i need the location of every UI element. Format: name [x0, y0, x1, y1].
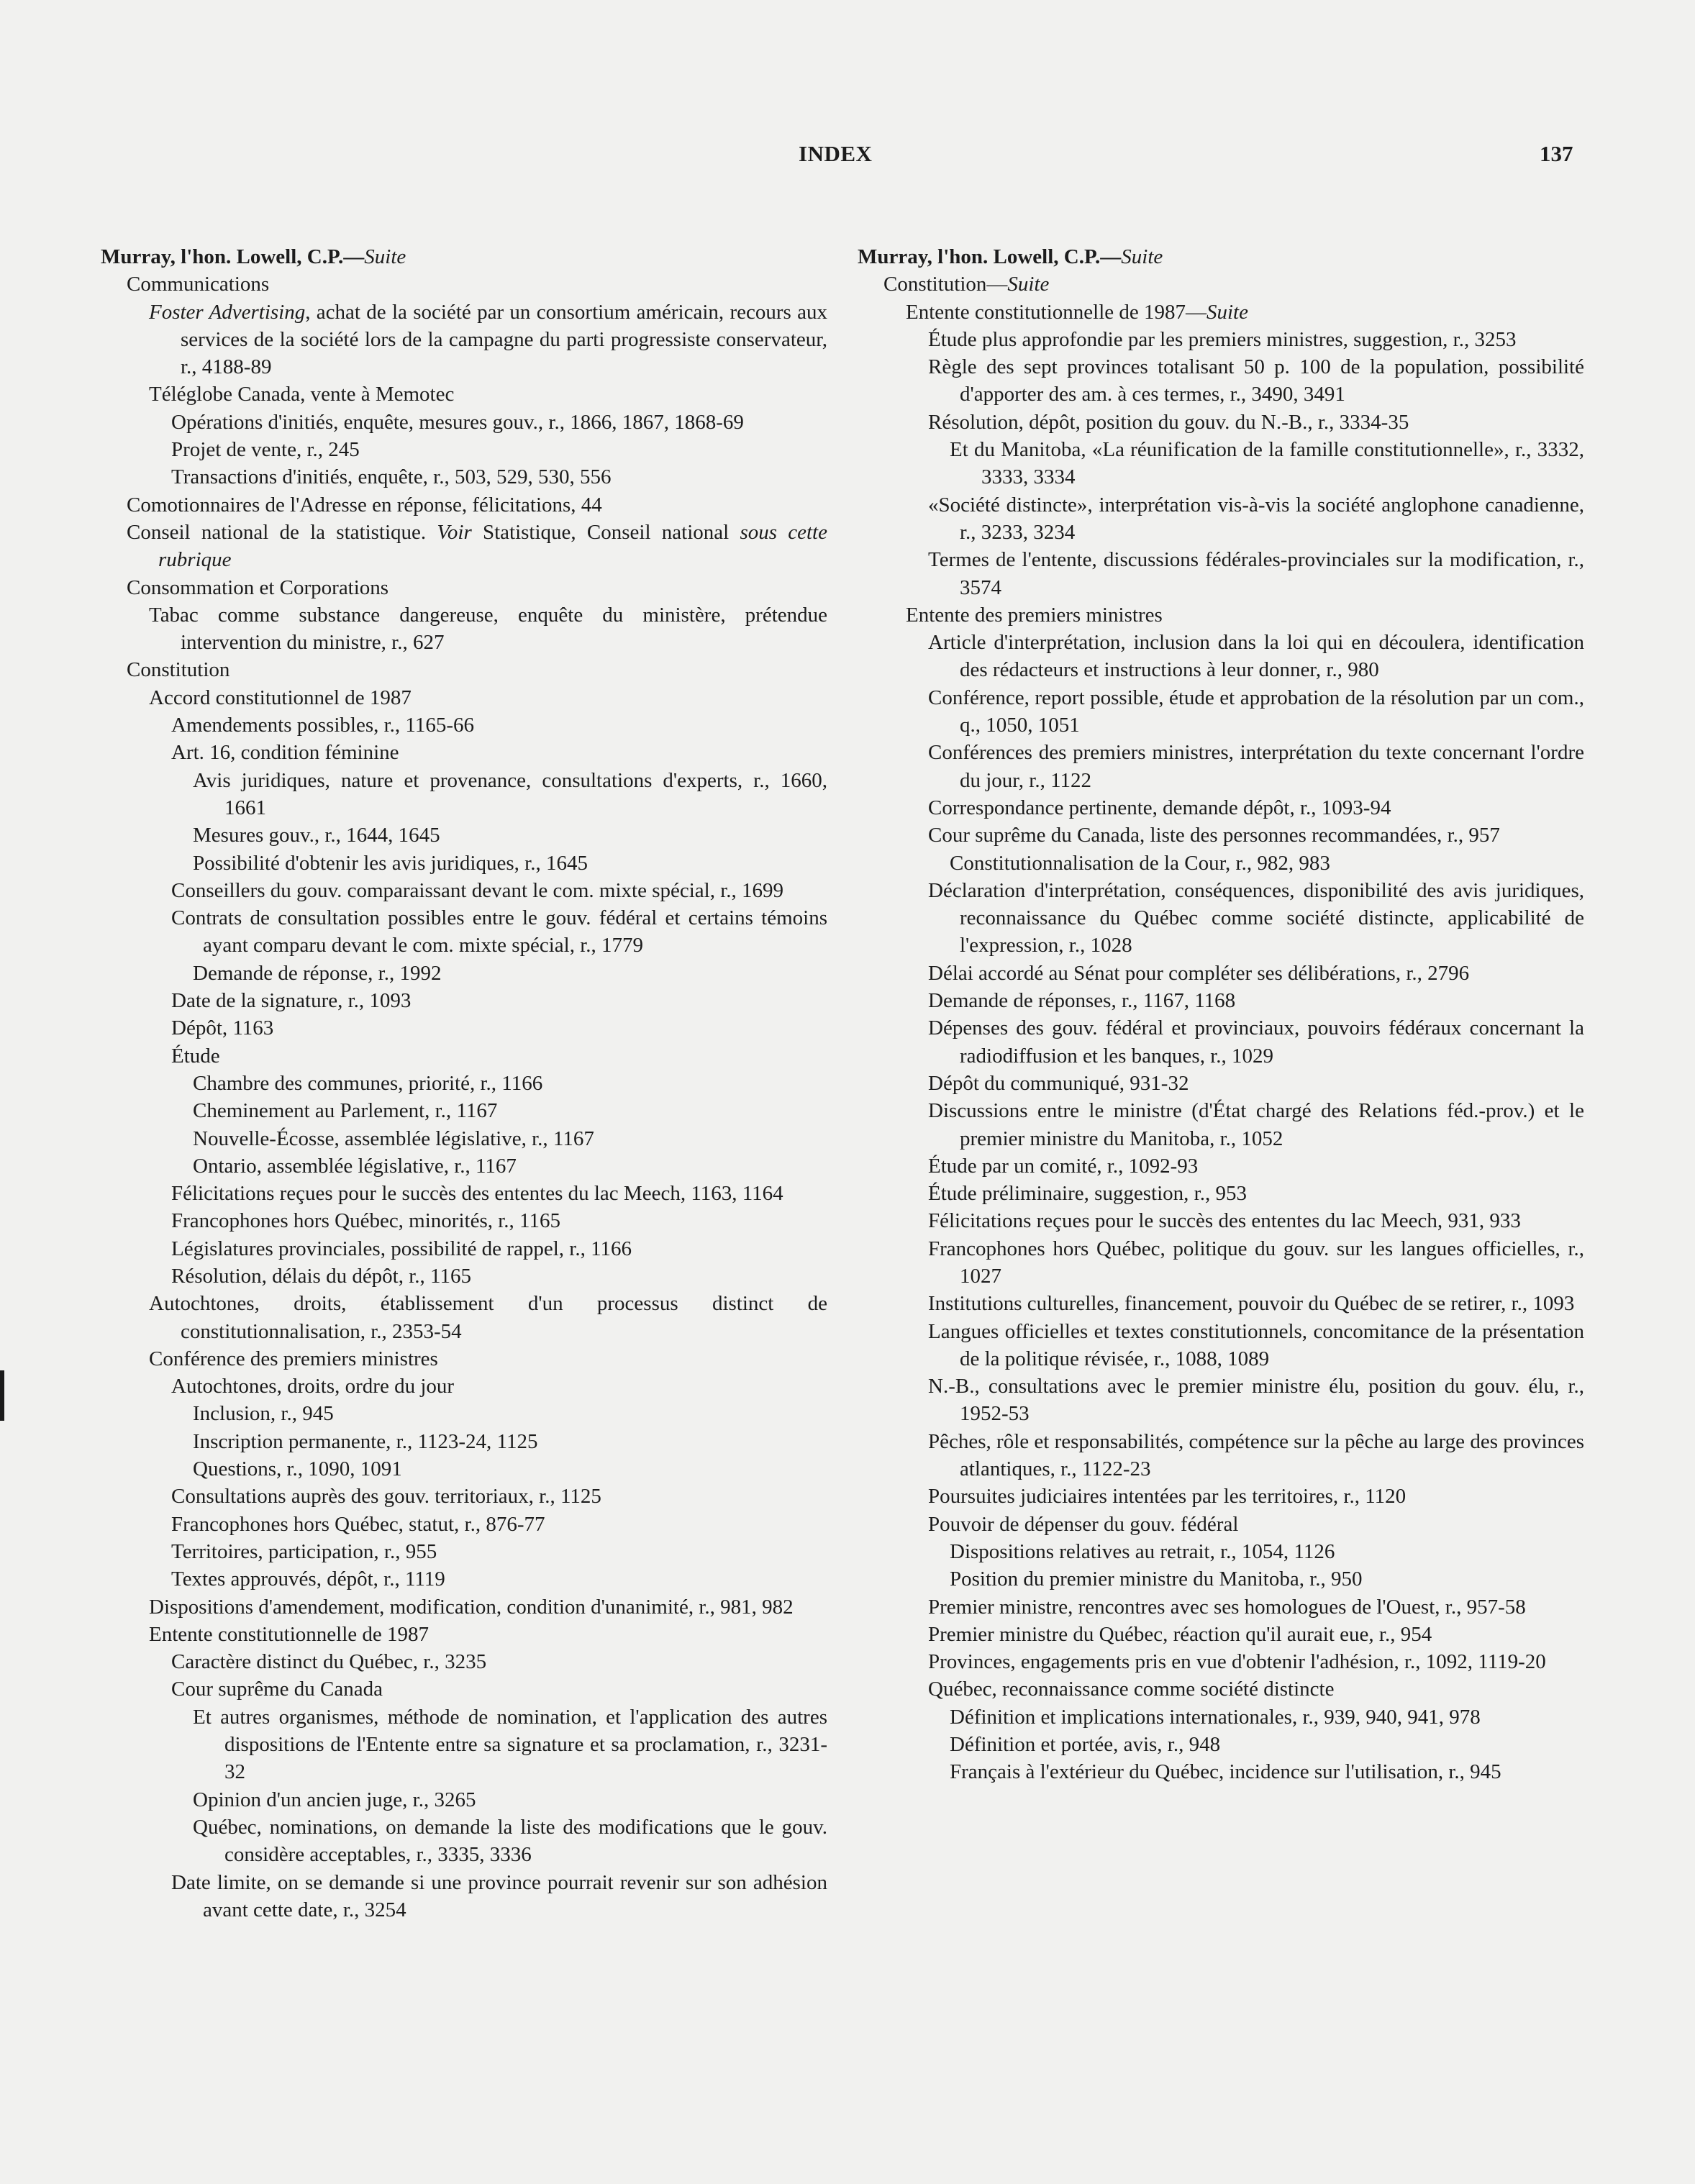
index-entry	[858, 960, 1584, 987]
index-entry	[101, 1648, 827, 1675]
entry-text: Entente des premiers ministres	[906, 603, 1163, 627]
entry-text: Et du Manitoba, «La réunification de la famille constitutionnelle», r., 3332, 3333, 3334	[950, 438, 1584, 489]
page-number: 137	[1540, 141, 1573, 166]
entry-text: Délai accordé au Sénat pour compléter ses délibérations, r., 2796	[928, 961, 1470, 985]
entry-text: Félicitations reçues pour le succès des ententes du lac Meech, 931, 933	[928, 1209, 1521, 1233]
index-entry	[858, 299, 1584, 326]
index-entry	[858, 409, 1584, 436]
entry-text: Avis juridiques, nature et provenance, consultations d'experts, r., 1660, 1661	[193, 768, 827, 819]
index-entry	[858, 326, 1584, 353]
entry-text: Définition et implications internationales, r., 939, 940, 941, 978	[950, 1705, 1481, 1729]
index-entry	[101, 436, 827, 463]
index-entry	[101, 904, 827, 960]
index-entry	[858, 436, 1584, 491]
entry-text: Dépôt, 1163	[171, 1016, 274, 1040]
entry-text: N.-B., consultations avec le premier ministre élu, position du gouv. élu, r., 1952-53	[928, 1375, 1584, 1426]
entry-text: Caractère distinct du Québec, r., 3235	[171, 1650, 487, 1674]
entry-text: Premier ministre du Québec, réaction qu'il aurait eue, r., 954	[928, 1622, 1432, 1646]
entry-text: Dispositions d'amendement, modification, condition d'unanimité, r., 981, 982	[149, 1595, 794, 1619]
index-entry	[101, 1180, 827, 1207]
entry-text: Et autres organismes, méthode de nomination, et l'application des autres dispositions de l'Entente entre sa signature et sa proclamation, r., 3231-32	[193, 1705, 827, 1784]
entry-text: Termes de l'entente, discussions fédérales-provinciales sur la modification, r., 3574	[928, 548, 1584, 599]
entry-text: Constitution	[127, 658, 230, 682]
entry-text: Consultations auprès des gouv. territoriaux, r., 1125	[171, 1485, 601, 1509]
running-head: INDEX	[799, 141, 873, 166]
entry-text: Conférence des premiers ministres	[149, 1347, 438, 1370]
entry-text: Communications	[127, 273, 270, 296]
entry-text: Étude	[171, 1044, 220, 1068]
entry-text: Dépenses des gouv. fédéral et provinciaux, pouvoirs fédéraux concernant la radiodiffusion et les banques, r., 1029	[928, 1016, 1584, 1068]
entry-text: Résolution, délais du dépôt, r., 1165	[171, 1264, 471, 1288]
index-entry	[101, 1869, 827, 1924]
entry-text: Contrats de consultation possibles entre le gouv. fédéral et certains témoins ayant comparu devant le com. mixte spécial, r., 1779	[171, 906, 827, 957]
entry-text: Provinces, engagements pris en vue d'obtenir l'adhésion, r., 1092, 1119-20	[928, 1650, 1546, 1674]
entry-text: Définition et portée, avis, r., 948	[950, 1733, 1221, 1757]
index-entry	[858, 1675, 1584, 1703]
entry-text: Dispositions relatives au retrait, r., 1054, 1126	[950, 1539, 1335, 1563]
index-entry	[101, 1207, 827, 1234]
index-entry	[101, 574, 827, 601]
entry-text: Correspondance pertinente, demande dépôt, r., 1093-94	[928, 796, 1391, 819]
index-entry	[101, 1345, 827, 1373]
index-entry	[101, 987, 827, 1014]
index-entry	[101, 1070, 827, 1097]
entry-text: Pouvoir de dépenser du gouv. fédéral	[928, 1512, 1239, 1536]
index-entry	[858, 1097, 1584, 1152]
index-entry	[858, 1565, 1584, 1593]
suite-marker: Suite	[1207, 300, 1248, 324]
index-entry	[858, 1621, 1584, 1648]
entry-text: Art. 16, condition féminine	[171, 741, 399, 765]
entry-text: Territoires, participation, r., 955	[171, 1539, 437, 1563]
index-entry	[858, 794, 1584, 822]
entry-text: Conférences des premiers ministres, interprétation du texte concernant l'ordre du jour, r., 1122	[928, 741, 1584, 792]
index-entry	[101, 1014, 827, 1042]
entry-text: Étude plus approfondie par les premiers ministres, suggestion, r., 3253	[928, 327, 1517, 351]
index-entry	[858, 491, 1584, 547]
index-entry	[858, 1538, 1584, 1565]
index-entry	[858, 1511, 1584, 1538]
index-entry	[101, 491, 827, 519]
index-entry	[858, 1648, 1584, 1675]
index-entry	[101, 299, 827, 381]
index-entry	[858, 353, 1584, 409]
left-column	[101, 243, 827, 1924]
suite-marker: Suite	[364, 245, 406, 268]
entry-text: Chambre des communes, priorité, r., 1166	[193, 1071, 543, 1095]
entry-text: Français à l'extérieur du Québec, incidence sur l'utilisation, r., 945	[950, 1760, 1501, 1784]
entry-text: Position du premier ministre du Manitoba, r., 950	[950, 1568, 1363, 1591]
entry-text: Félicitations reçues pour le succès des ententes du lac Meech, 1163, 1164	[171, 1182, 783, 1206]
index-entry	[101, 519, 827, 574]
entry-text: Murray, l'hon. Lowell, C.P.—	[101, 245, 365, 268]
index-entry	[101, 1538, 827, 1565]
see-qualifier: sous cette rubrique	[158, 520, 827, 572]
entry-text: Date limite, on se demande si une province pourrait revenir sur son adhésion avant cette date, r., 3254	[171, 1870, 827, 1921]
entry-text: Autochtones, droits, établissement d'un processus distinct de constitutionnalisation, r., 2353-54	[149, 1292, 827, 1343]
index-entry	[858, 1593, 1584, 1621]
index-entry	[101, 1483, 827, 1510]
see-reference: Voir	[437, 520, 472, 544]
index-entry	[101, 1097, 827, 1124]
index-entry	[101, 1565, 827, 1593]
index-entry	[101, 1152, 827, 1180]
entry-text: Pêches, rôle et responsabilités, compétence sur la pêche au large des provinces atlantiques, r., 1122-23	[928, 1429, 1584, 1481]
entry-text: Inscription permanente, r., 1123-24, 1125	[193, 1429, 538, 1453]
see-target: Statistique, Conseil national	[471, 520, 740, 544]
index-entry	[858, 629, 1584, 684]
index-entry	[858, 1070, 1584, 1097]
entry-text: Premier ministre, rencontres avec ses homologues de l'Ouest, r., 957-58	[928, 1595, 1526, 1619]
entry-text: «Société distincte», interprétation vis-à-vis la société anglophone canadienne, r., 3233, 3234	[928, 493, 1584, 544]
suite-marker: Suite	[1007, 273, 1050, 296]
index-entry	[101, 1428, 827, 1455]
index-entry	[858, 1290, 1584, 1317]
entry-text: Constitutionnalisation de la Cour, r., 982, 983	[950, 851, 1330, 875]
index-entry	[101, 1455, 827, 1483]
suite-marker: Suite	[1121, 245, 1163, 268]
entry-text: Entente constitutionnelle de 1987	[149, 1622, 429, 1646]
entry-text: Mesures gouv., r., 1644, 1645	[193, 824, 440, 847]
index-entry	[101, 1400, 827, 1427]
entry-text: Date de la signature, r., 1093	[171, 989, 412, 1013]
entry-text: Comotionnaires de l'Adresse en réponse, félicitations, 44	[127, 493, 602, 517]
entry-text: Francophones hors Québec, politique du gouv. sur les langues officielles, r., 1027	[928, 1237, 1584, 1288]
index-entry	[101, 767, 827, 822]
entry-text: Québec, nominations, on demande la liste des modifications que le gouv. considère acceptables, r., 3335, 3336	[193, 1815, 827, 1867]
index-entry	[858, 1428, 1584, 1483]
entry-text: Murray, l'hon. Lowell, C.P.—	[858, 245, 1122, 268]
entry-text: Opérations d'initiés, enquête, mesures gouv., r., 1866, 1867, 1868-69	[171, 410, 744, 434]
entry-text: Discussions entre le ministre (d'État chargé des Relations féd.-prov.) et le premier ministre du Manitoba, r., 1052	[928, 1099, 1584, 1150]
index-entry	[858, 1318, 1584, 1373]
entry-text: Demande de réponses, r., 1167, 1168	[928, 989, 1236, 1013]
index-entry	[101, 409, 827, 436]
index-entry	[858, 546, 1584, 601]
entry-text: Accord constitutionnel de 1987	[149, 686, 412, 709]
entry-text: Téléglobe Canada, vente à Memotec	[149, 383, 455, 406]
index-entry	[101, 684, 827, 711]
entry-text: Opinion d'un ancien juge, r., 3265	[193, 1788, 476, 1811]
entry-text: Dépôt du communiqué, 931-32	[928, 1071, 1189, 1095]
entry-text: Inclusion, r., 945	[193, 1402, 334, 1426]
entry-text: Francophones hors Québec, statut, r., 876-77	[171, 1512, 545, 1536]
index-entry	[101, 1373, 827, 1400]
entry-text: Amendements possibles, r., 1165-66	[171, 714, 474, 737]
index-entry	[858, 1483, 1584, 1510]
index-entry	[101, 1786, 827, 1814]
index-entry	[101, 601, 827, 657]
entry-text: Article d'interprétation, inclusion dans la loi qui en découlera, identification des rédacteurs et instructions à leur donner, r., 980	[928, 631, 1584, 682]
entry-text: Transactions d'initiés, enquête, r., 503, 529, 530, 556	[171, 465, 612, 489]
entry-text: Cheminement au Parlement, r., 1167	[193, 1099, 498, 1123]
entry-text: Législatures provinciales, possibilité de rappel, r., 1166	[171, 1237, 632, 1260]
index-entry	[858, 822, 1584, 849]
entry-text: Demande de réponse, r., 1992	[193, 961, 442, 985]
entry-text: Constitution—	[883, 273, 1008, 296]
entry-text: Entente constitutionnelle de 1987—	[906, 300, 1207, 324]
entry-text: Conseil national de la statistique.	[127, 520, 437, 544]
index-entry	[101, 1290, 827, 1345]
index-entry	[101, 1621, 827, 1648]
index-entry	[101, 1511, 827, 1538]
index-entry	[858, 1758, 1584, 1785]
entry-text: Conseillers du gouv. comparaissant devant le com. mixte spécial, r., 1699	[171, 878, 784, 902]
entry-text: Possibilité d'obtenir les avis juridiques, r., 1645	[193, 851, 588, 875]
index-entry	[101, 960, 827, 987]
index-entry	[101, 1593, 827, 1621]
index-entry	[858, 1207, 1584, 1234]
index-entry	[101, 711, 827, 739]
entry-text: Étude préliminaire, suggestion, r., 953	[928, 1182, 1247, 1206]
index-entry	[101, 381, 827, 408]
entry-text: Étude par un comité, r., 1092-93	[928, 1154, 1199, 1178]
entry-text: Québec, reconnaissance comme société distincte	[928, 1678, 1335, 1701]
index-entry	[858, 877, 1584, 960]
index-entry	[858, 1703, 1584, 1731]
entry-text: Déclaration d'interprétation, conséquences, disponibilité des avis juridiques, reconnaissance du Québec comme société distincte, applicabilité de l'expression, r., 1028	[928, 878, 1584, 957]
scan-edge-mark	[0, 1370, 4, 1421]
index-entry	[858, 1373, 1584, 1428]
entry-text: Projet de vente, r., 245	[171, 438, 360, 462]
index-entry	[101, 656, 827, 683]
index-entry	[858, 1180, 1584, 1207]
entry-text: Francophones hors Québec, minorités, r., 1165	[171, 1209, 560, 1233]
index-entry	[101, 1814, 827, 1869]
index-entry	[101, 877, 827, 904]
index-entry	[101, 1042, 827, 1070]
index-entry	[858, 1152, 1584, 1180]
index-entry	[858, 601, 1584, 629]
index-entry	[101, 1125, 827, 1152]
index-entry	[858, 850, 1584, 877]
index-heading	[858, 243, 1584, 270]
entry-italic-lead: Foster Advertising	[149, 300, 306, 324]
entry-text: Consommation et Corporations	[127, 575, 389, 599]
entry-text: Textes approuvés, dépôt, r., 1119	[171, 1568, 445, 1591]
index-entry	[858, 270, 1584, 298]
index-entry	[101, 270, 827, 298]
index-entry	[858, 684, 1584, 740]
entry-text: Institutions culturelles, financement, pouvoir du Québec de se retirer, r., 1093	[928, 1292, 1575, 1316]
entry-text: Ontario, assemblée législative, r., 1167	[193, 1154, 517, 1178]
index-entry	[101, 850, 827, 877]
index-entry	[101, 1703, 827, 1786]
entry-text: , achat de la société par un consortium américain, recours aux services de la société lors de la campagne du parti progressiste conservateur, r., 4188-89	[181, 300, 828, 379]
index-entry	[101, 822, 827, 849]
index-entry	[101, 1675, 827, 1703]
index-entry	[858, 1731, 1584, 1758]
entry-text: Poursuites judiciaires intentées par les territoires, r., 1120	[928, 1485, 1407, 1509]
index-entry	[101, 1262, 827, 1290]
index-entry	[858, 739, 1584, 794]
index-entry	[858, 1235, 1584, 1291]
index-entry	[858, 1014, 1584, 1070]
index-entry	[101, 463, 827, 491]
entry-text: Nouvelle-Écosse, assemblée législative, r., 1167	[193, 1127, 594, 1150]
entry-text: Tabac comme substance dangereuse, enquête du ministère, prétendue intervention du ministre, r., 627	[149, 603, 827, 655]
index-heading	[101, 243, 827, 270]
entry-text: Questions, r., 1090, 1091	[193, 1457, 402, 1481]
entry-text: Autochtones, droits, ordre du jour	[171, 1375, 455, 1398]
entry-text: Cour suprême du Canada, liste des personnes recommandées, r., 957	[928, 824, 1500, 847]
index-entry	[858, 987, 1584, 1014]
entry-text: Règle des sept provinces totalisant 50 p. 100 de la population, possibilité d'apporter des am. à ces termes, r., 3490, 3491	[928, 355, 1584, 406]
entry-text: Cour suprême du Canada	[171, 1678, 383, 1701]
entry-text: Langues officielles et textes constitutionnels, concomitance de la présentation de la politique révisée, r., 1088, 1089	[928, 1319, 1584, 1370]
index-entry	[101, 1235, 827, 1262]
entry-text: Résolution, dépôt, position du gouv. du N.-B., r., 3334-35	[928, 410, 1409, 434]
index-entry	[101, 739, 827, 766]
entry-text: Conférence, report possible, étude et approbation de la résolution par un com., q., 1050, 1051	[928, 686, 1584, 737]
right-column	[858, 243, 1584, 1786]
